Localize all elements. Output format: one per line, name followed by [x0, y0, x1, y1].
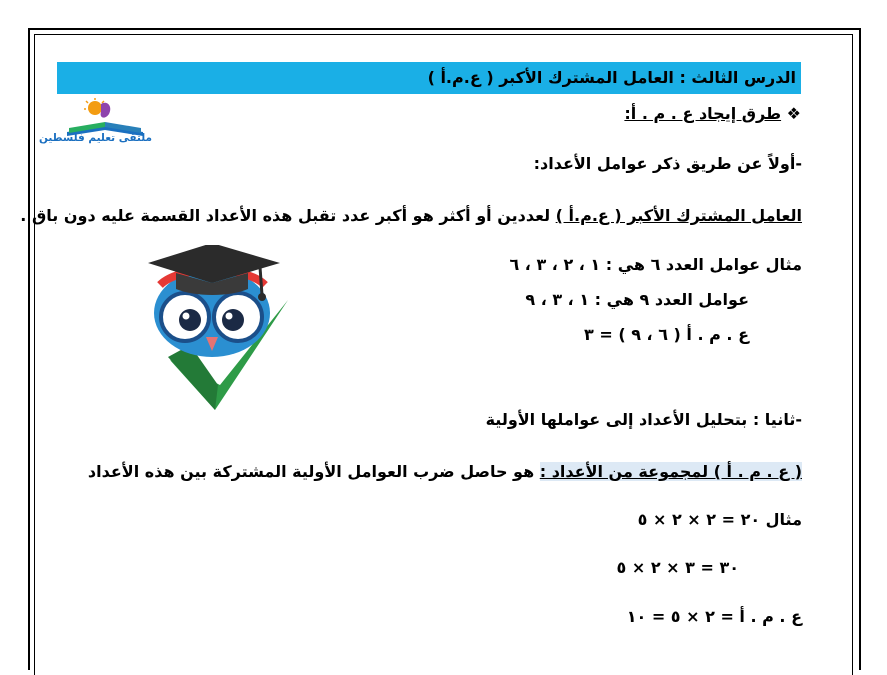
- owl-graduate-icon: [140, 245, 290, 415]
- definition-1-text: لعددين أو أكثر هو أكبر عدد تقبل هذه الأعداد القسمة عليه دون باق .: [20, 206, 556, 225]
- lesson-title: الدرس الثالث : العامل المشترك الأكبر ( ع.م.أ ): [427, 68, 796, 87]
- definition-2: [88, 462, 802, 481]
- lesson-title-bar: [57, 62, 801, 94]
- definition-1: [20, 206, 802, 225]
- example-2-line-1: مثال ٢٠ = ٢ × ٢ × ٥: [637, 510, 802, 529]
- example-2-line-2: ٣٠ = ٣ × ٢ × ٥: [616, 558, 739, 577]
- definition-2-text: هو حاصل ضرب العوامل الأولية المشتركة بين هذه الأعداد: [87, 462, 540, 481]
- methods-heading: [624, 104, 801, 123]
- example-1-line-2: عوامل العدد ٩ هي : ١ ، ٣ ، ٩: [525, 290, 749, 309]
- definition-1-term: العامل المشترك الأكبر ( ع.م.أ ): [555, 206, 802, 225]
- first-method: -أولاً عن طريق ذكر عوامل الأعداد:: [533, 154, 802, 173]
- example-2-line-3: ع . م . أ = ٢ × ٥ = ١٠: [626, 607, 802, 626]
- example-1-line-3: ع . م . أ ( ٦ ، ٩ ) = ٣: [584, 325, 749, 344]
- definition-2-term: ( ع . م . أ ) لمجموعة من الأعداد :: [539, 462, 802, 481]
- second-method: -ثانيا : بتحليل الأعداد إلى عواملها الأولية: [485, 410, 802, 429]
- example-1-line-1: مثال عوامل العدد ٦ هي : ١ ، ٢ ، ٣ ، ٦: [509, 255, 802, 274]
- logo-text: ملتقى تعليم فلسطين: [38, 132, 152, 144]
- methods-heading-text: طرق إيجاد ع . م . أ:: [624, 104, 782, 123]
- bullet-icon: ❖: [786, 104, 801, 123]
